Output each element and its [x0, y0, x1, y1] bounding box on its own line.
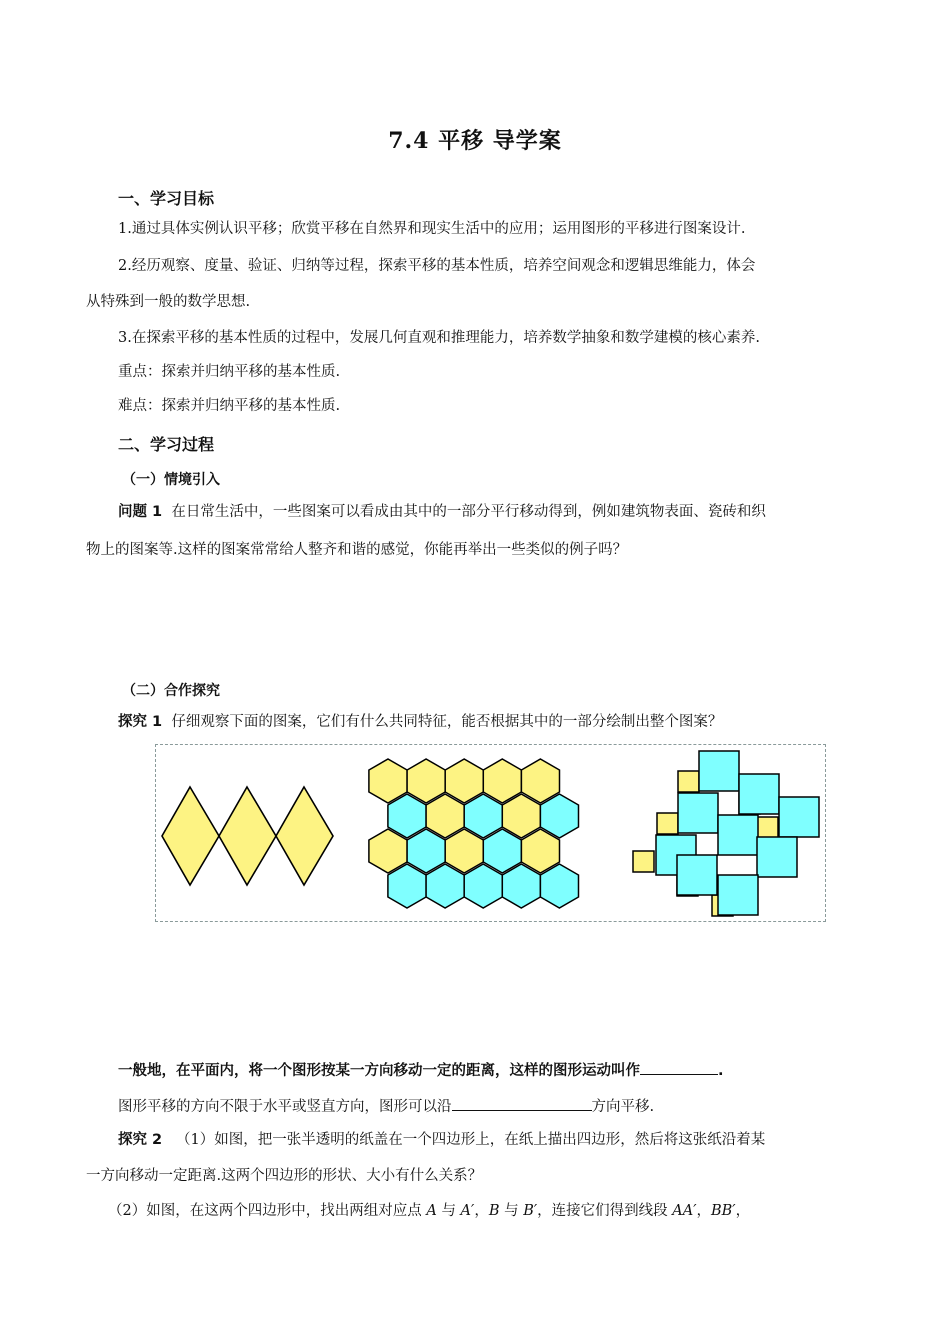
small-square [633, 851, 654, 872]
word-and: 与 [504, 1203, 519, 1219]
rhombus-pattern [162, 787, 333, 885]
hexagon [464, 864, 502, 908]
key-point: 重点：探索并归纳平移的基本性质. [118, 364, 341, 380]
point-b: B [488, 1203, 500, 1219]
hexagon-pattern [369, 759, 579, 908]
separator: ， [474, 1203, 489, 1219]
explore-1-text: 仔细观察下面的图案，它们有什么共同特征，能否根据其中的一部分绘制出整个图案？ [171, 714, 723, 730]
small-square [678, 771, 699, 792]
goal-1: 1.通过具体实例认识平移；欣赏平移在自然界和现实生活中的应用；运用图形的平移进行图案设计. [118, 221, 746, 237]
pattern-figures [156, 745, 825, 921]
point-a-prime: A′ [460, 1203, 475, 1219]
large-square [757, 837, 797, 877]
segment-aa-prime: AA′ [672, 1203, 697, 1219]
direction-blank[interactable] [452, 1096, 592, 1111]
small-square [657, 813, 678, 834]
hexagon [502, 794, 540, 838]
definition-end: . [718, 1063, 724, 1079]
definition-blank[interactable] [640, 1060, 718, 1075]
rhombus [219, 787, 276, 885]
pattern-figure-box [155, 744, 826, 922]
large-square [779, 797, 819, 837]
difficult-point: 难点：探索并归纳平移的基本性质. [118, 398, 341, 414]
explore-2-part2-b: ，连接它们得到线段 [537, 1203, 668, 1219]
large-square [739, 774, 779, 814]
large-square [699, 751, 739, 791]
large-square [718, 875, 758, 915]
subsection-cooperation: （二）合作探究 [122, 683, 220, 699]
square-pattern [633, 751, 819, 916]
definition-text: 一般地，在平面内，将一个图形按某一方向移动一定的距离，这样的图形运动叫作 [118, 1063, 640, 1079]
explore-2-text-1: （1）如图，把一张半透明的纸盖在一个四边形上，在纸上描出四边形，然后将这张纸沿着某 [175, 1132, 766, 1148]
explore-2-line-1 [118, 1130, 765, 1150]
hexagon [540, 864, 578, 908]
large-square [718, 815, 758, 855]
direction-line [118, 1096, 654, 1117]
definition-line [118, 1060, 724, 1081]
section-heading-process: 二、学习过程 [118, 435, 215, 454]
large-square [678, 793, 718, 833]
rhombus [276, 787, 333, 885]
question-1-label: 问题 1 [118, 504, 163, 520]
page-title: 7.4 平移 导学案 [388, 128, 562, 154]
direction-text-start: 图形平移的方向不限于水平或竖直方向，图形可以沿 [118, 1099, 452, 1115]
separator: ， [696, 1203, 711, 1219]
explore-2-part2-a: （2）如图，在这两个四边形中，找出两组对应点 [108, 1203, 422, 1219]
hexagon [502, 864, 540, 908]
goal-2-line-1: 2.经历观察、度量、验证、归纳等过程，探索平移的基本性质，培养空间观念和逻辑思维能力，体会 [118, 258, 756, 274]
hexagon [540, 794, 578, 838]
subsection-intro: （一）情境引入 [122, 472, 220, 488]
question-1-line-2: 物上的图案等.这样的图案常常给人整齐和谐的感觉，你能再举出一些类似的例子吗？ [86, 542, 628, 558]
goal-3: 3.在探索平移的基本性质的过程中，发展几何直观和推理能力，培养数学抽象和数学建模的核心素养. [118, 330, 760, 346]
small-square [757, 817, 778, 838]
segment-bb-prime: BB′ [711, 1203, 736, 1219]
explore-1-label: 探究 1 [118, 714, 163, 730]
explore-2-line-2: 一方向移动一定距离.这两个四边形的形状、大小有什么关系？ [86, 1168, 483, 1184]
hexagon [426, 794, 464, 838]
question-1-text: 在日常生活中，一些图案可以看成由其中的一部分平行移动得到，例如建筑物表面、瓷砖和织 [171, 504, 766, 520]
explore-1 [118, 712, 722, 732]
direction-text-end: 方向平移. [591, 1099, 655, 1115]
hexagon [464, 794, 502, 838]
hexagon [426, 864, 464, 908]
point-a: A [426, 1203, 437, 1219]
rhombus [162, 787, 219, 885]
point-b-prime: B′ [523, 1203, 538, 1219]
separator: ， [735, 1203, 751, 1219]
section-heading-goals: 一、学习目标 [118, 189, 215, 208]
explore-2-label: 探究 2 [118, 1132, 163, 1148]
question-1-line-1 [118, 502, 766, 522]
word-and: 与 [441, 1203, 456, 1219]
explore-2-line-3 [108, 1201, 750, 1221]
large-square [677, 855, 717, 895]
goal-2-line-2: 从特殊到一般的数学思想. [86, 294, 251, 310]
